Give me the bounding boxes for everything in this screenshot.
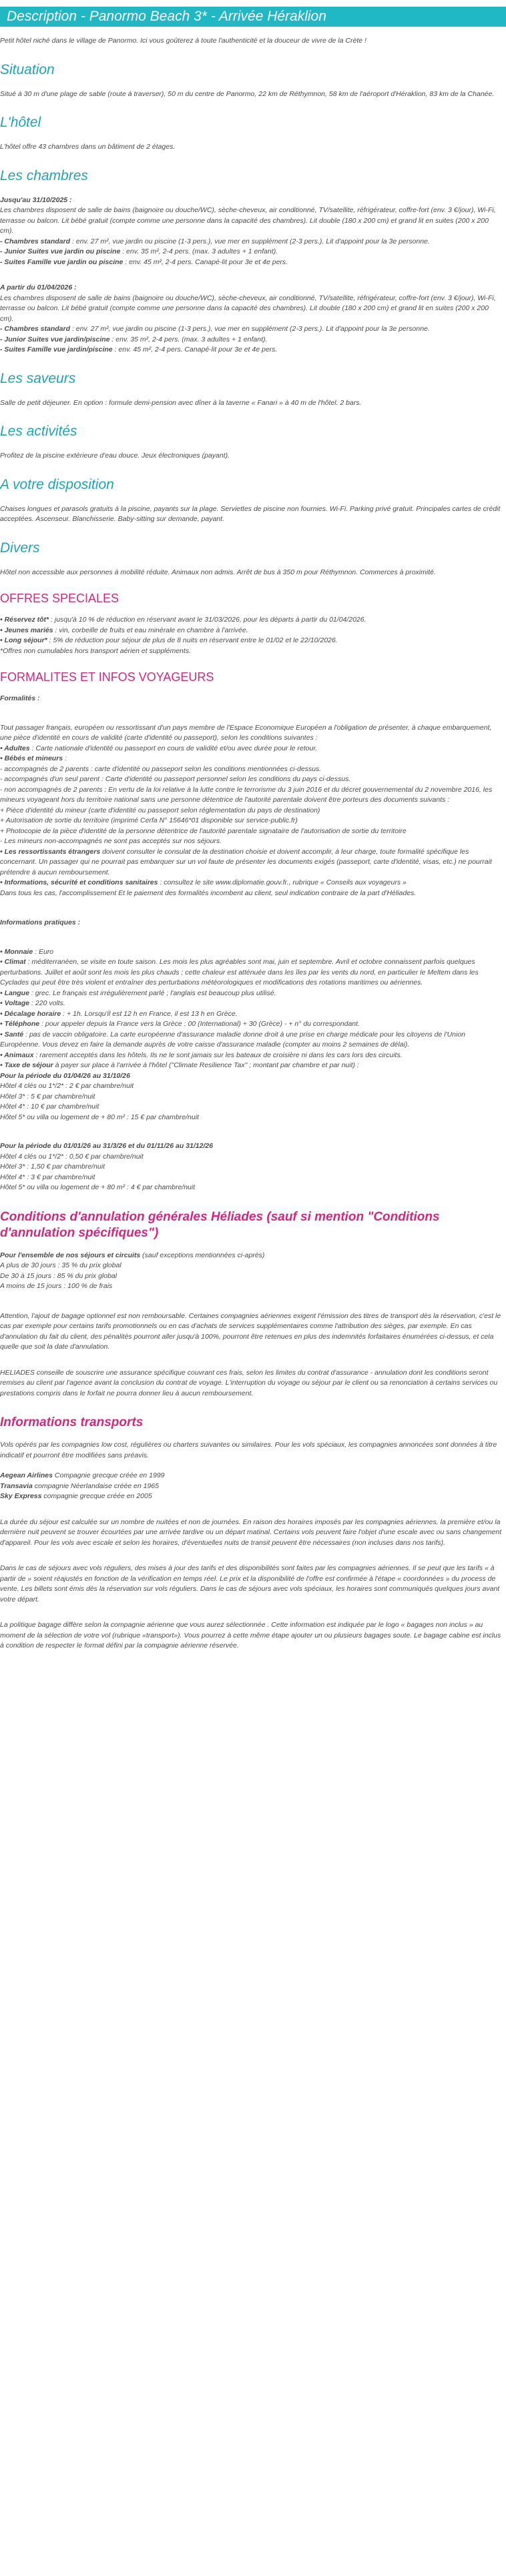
- taxe-line: Hôtel 4 clés ou 1*/2* : 0,50 € par chambre/nuit: [0, 1152, 144, 1161]
- conditions-lead: [0, 1251, 502, 1261]
- pratique-item: [0, 1061, 502, 1071]
- period-heading: A partir du 01/04/2026 :: [0, 283, 77, 291]
- pratique-text: : méditerranéen, se visite en toute saison. Les mois les plus agréables sont mai, juin et septembre. Avril et octobre connaissent parfois quelques perturbations. Juillet et août sont les mois les plus chauds ; cette chaleur est atténuée dans les îles par les vents du nord, en particulier le Meltem dans les Cyclades qui peut être très violent et entraîner des perturbations météorologiques et modifications des rotations maritimes ou aériennes.: [0, 958, 479, 987]
- airline-text: Compagnie grecque créée en 1999: [52, 1471, 165, 1479]
- disposition-text: Chaises longues et parasols gratuits à la piscine, payants sur la plage. Serviettes de piscine non fournies. Wi-Fi. Parking privé gratuit. Principales cartes de crédit acceptées. Ascenseur. Blanchisserie. Baby-sitting sur demande, payant.: [0, 504, 501, 523]
- chambres-period-1: [0, 195, 502, 268]
- formalites-label: • Informations, sécurité et conditions sanitaires: [0, 878, 158, 886]
- taxe-line: Hôtel 3* : 5 € par chambre/nuit: [0, 1092, 95, 1101]
- section-title-saveurs: Les saveurs: [0, 370, 76, 386]
- room-item: [0, 257, 502, 268]
- pratique-text: : 220 volts.: [29, 999, 65, 1007]
- formalites-intro: Tout passager français, européen ou ressortissant d'un pays membre de l'Espace Economique Européen a l'obligation de présenter, à chaque embarquement, une pièce d'identité en cours de validité (carte d'identité ou passeport), selon les conditions suivantes :: [0, 723, 492, 742]
- pratique-item: [0, 1009, 502, 1020]
- room-item: [0, 335, 502, 346]
- offer-label: • Jeunes mariés: [0, 626, 53, 634]
- offer-item: [0, 615, 502, 626]
- mineurs-line: - non accompagnés de 2 parents : En vertu de la loi relative à la lutte contre le terrorisme du 3 juin 2016 et du décret gouvernemental du 2 novembre 2016, les mineurs voyageant hors du territoire national sans une personne détentrice de l'autorité parentale doivent être porteurs des documents suivants :: [0, 785, 493, 804]
- formalites-label: • Bébés et mineurs: [0, 754, 63, 762]
- room-item-label: - Junior Suites vue jardin ou piscine: [0, 247, 121, 255]
- conditions-lead-text: (sauf exceptions mentionnées ci-après): [140, 1251, 265, 1259]
- activites-text: Profitez de la piscine extérieure d'eau douce. Jeux électroniques (payant).: [0, 452, 230, 460]
- airline-item: [0, 1471, 502, 1481]
- taxe-line: Hôtel 5* ou villa ou logement de + 80 m² : 4 € par chambre/nuit: [0, 1183, 196, 1191]
- mineurs-line: - accompagnés d'un seul parent : Carte d'identité ou passeport personnel selon les conditions du pays ci-dessus.: [0, 775, 351, 783]
- formalites-block: [0, 723, 502, 899]
- section-title-hotel: L'hôtel: [0, 115, 41, 130]
- conditions-line: A plus de 30 jours : 35 % du prix global: [0, 1261, 121, 1269]
- taxe-line: Hôtel 4* : 3 € par chambre/nuit: [0, 1173, 95, 1181]
- room-item-text: : env. 27 m², vue jardin ou piscine (1-3 pers.), vue mer en supplément (2-3 pers.). Lit d'appoint pour la 3e personne.: [70, 325, 430, 333]
- pratique-text: : grec. Le français est irrégulièrement parlé ; l'anglais est beaucoup plus utilisé.: [29, 989, 276, 997]
- taxe-line: Hôtel 5* ou villa ou logement de + 80 m² : 15 € par chambre/nuit: [0, 1113, 199, 1121]
- formalites-text: : Carte nationale d'identité ou passeport en cours de validité et/ou avec durée pour le retour.: [29, 744, 318, 752]
- pratique-item: [0, 1051, 502, 1061]
- room-item: [0, 237, 502, 247]
- transports-paragraph: La durée du séjour est calculée sur un nombre de nuitées et non de journées. En raison des horaires imposés par les compagnies aériennes, la première et/ou la dernière nuit peuvent se trouver écourtées par une arrivée tardive ou un départ matinal. Certains vols peuvent faire l'objet d'une escale avec ou sans changement d'appareil. Pour les vols avec escale et selon les horaires, d'éventuelles nuits de transit peuvent être nécessaires (non incluses dans nos tarifs).: [0, 1517, 502, 1547]
- formalites-text: : consultez le site www.diplomatie.gouv.fr., rubrique « Conseils aux voyageurs »: [158, 878, 407, 886]
- offer-text: : 5% de réduction pour séjour de plus de 8 nuits en réservant entre le 01/02 et le 22/10/2026.: [47, 636, 338, 644]
- pratique-label: • Décalage horaire: [0, 1009, 61, 1018]
- pratique-label: • Santé: [0, 1030, 24, 1039]
- conditions-lead-bold: Pour l'ensemble de nos séjours et circuits: [0, 1251, 141, 1259]
- conditions-block: [0, 1251, 502, 1292]
- formalites-label: • Adultes: [0, 744, 30, 752]
- section-title-conditions: Conditions d'annulation générales Héliades (sauf si mention "Conditions d'annulation spécifiques"): [0, 1209, 440, 1240]
- room-item-text: : env. 27 m², vue jardin ou piscine (1-3 pers.), vue mer en supplément (2-3 pers.). Lit d'appoint pour la 3e personne.: [70, 237, 430, 245]
- taxe-period-title: Pour la période du 01/01/26 au 31/3/26 et du 01/11/26 au 31/12/26: [0, 1142, 214, 1150]
- chambres-period-2: [0, 283, 502, 356]
- pratique-item: [0, 999, 502, 1009]
- formalites-extra: Dans tous les cas, l'accomplissement Et le paiement des formalités incombent au client, seul indication contraire de la part d'Héliades.: [0, 888, 417, 897]
- section-title-divers: Divers: [0, 540, 40, 556]
- transports-intro: Vols opérés par les compagnies low cost, régulières ou charters suivantes ou similaires. Pour les vols spéciaux, les compagnies annoncées sont données à titre indicatif et pourront être modifiées sans préavis.: [0, 1441, 497, 1459]
- formalites-item: [0, 878, 502, 888]
- pratique-text: : Euro: [33, 947, 54, 956]
- page-title: Description - Panormo Beach 3* - Arrivée Héraklion: [0, 7, 506, 27]
- pratique-item: [0, 1030, 502, 1051]
- pratique-text: : pas de vaccin obligatoire. La carte européenne d'assurance maladie donne droit à une prise en charge médicale pour les citoyens de l'Union Européenne. Vous devez en faire la demande auprès de votre caisse d'assurance maladie (compter au moins 2 semaines de délai).: [0, 1030, 466, 1049]
- pratique-text: : rarement acceptés dans les hôtels. Ils ne le sont jamais sur les bateaux de croisière ni dans les cars lors des circuits.: [33, 1051, 403, 1059]
- taxe-line: Hôtel 3* : 1,50 € par chambre/nuit: [0, 1163, 105, 1171]
- pratique-label: • Langue: [0, 989, 29, 997]
- conditions-line: De 30 à 15 jours : 85 % du prix global: [0, 1271, 117, 1280]
- pratique-label: • Animaux: [0, 1051, 34, 1059]
- transports-paragraph: Dans le cas de séjours avec vols réguliers, des mises à jour des tarifs et des disponibilités sont faites par les compagnies aériennes. Il se peut que les tarifs « à partir de » soient réajustés en fonction de la vérification en temps réel. Le prix et la disponibilité de l'offre est confirmée à l'étape « coordonnées » du process de vente. Les billets sont émis dès la réservation sur vols réguliers. Dans le cas de séjours avec vols spéciaux, les horaires sont communiqués quelques jours avant votre départ.: [0, 1564, 500, 1603]
- offer-item: [0, 626, 502, 636]
- offres-list: [0, 615, 502, 656]
- pratique-label: • Monnaie: [0, 947, 33, 956]
- airline-text: compagnie grecque créée en 2005: [41, 1492, 152, 1500]
- airline-text: compagnie Néerlandaise créée en 1965: [32, 1481, 159, 1490]
- conditions-paragraph: Attention, l'ajout de bagage optionnel est non remboursable. Certaines compagnies aériennes exigent l'émission des titres de transport dès la réservation, c'est le cas par exemple pour certains tarifs promotionnels ou en cas d'achats de services supplémentaires comme l'attribution des sièges, par exemple. En cas d'annulation du fait du client, des pénalités pourront aller jusqu'à 100%, pourront être retenues en plus des indemnités forfaitaires énumérées ci-dessus, et cela quelle que soit la date d'annulation.: [0, 1311, 501, 1351]
- room-item: [0, 345, 502, 356]
- description-content: [0, 27, 506, 1675]
- mineurs-line: - Les mineurs non-accompagnés ne sont pas acceptés sur nos séjours.: [0, 837, 222, 845]
- section-title-situation: Situation: [0, 61, 55, 77]
- period-text: Les chambres disposent de salle de bains (baignoire ou douche/WC), sèche-cheveux, air conditionné, TV/satellite, réfrigérateur, coffre-fort (env. 3 €/jour), Wi-Fi, terrasse ou balcon. Lit bébé gratuit (compte comme une personne dans la capacité des chambres). Lit double (180 x 200 cm) et grand lit en suites (200 x 200 cm).: [0, 293, 496, 323]
- divers-text: Hôtel non accessible aux personnes à mobilité réduite. Animaux non admis. Arrêt de bus à 350 m pour Réthymnon. Commerces à proximité.: [0, 568, 436, 576]
- mineurs-line: + Autorisation de sortie du territoire (imprimé Cerfa N° 15646*01 disponible sur service-public.fr): [0, 816, 298, 824]
- section-title-activites: Les activités: [0, 424, 77, 439]
- pratique-item: [0, 1019, 502, 1030]
- room-item-text: : env. 35 m², 2-4 pers. (max. 3 adultes + 1 enfant).: [120, 247, 278, 255]
- section-title-formalites: FORMALITES ET INFOS VOYAGEURS: [0, 670, 214, 684]
- airline-item: [0, 1481, 502, 1492]
- section-title-transports: Informations transports: [0, 1415, 144, 1429]
- pratique-item: [0, 989, 502, 999]
- taxe-line: Hôtel 4* : 10 € par chambre/nuit: [0, 1103, 99, 1111]
- room-item: [0, 324, 502, 335]
- hotel-text: L'hôtel offre 43 chambres dans un bâtiment de 2 étages.: [0, 143, 176, 151]
- mineurs-line: + Photocopie de la pièce d'identité de la personne détentrice de l'autorité parentale signataire de l'autorisation de sortie du territoire: [0, 826, 407, 835]
- pratique-item: [0, 947, 502, 958]
- offer-item: [0, 636, 502, 646]
- offer-text: : vin, corbeille de fruits et eau minérale en chambre à l'arrivée.: [53, 626, 248, 634]
- airline-item: [0, 1491, 502, 1502]
- room-item-text: : env. 45 m², 2-4 pers. Canapé-lit pour 3e et 4e pers.: [123, 257, 288, 266]
- pratiques-block: [0, 947, 502, 1193]
- situation-text: Situé à 30 m d'une plage de sable (route à traverser), 50 m du centre de Panormo, 22 km de Réthymnon, 58 km de l'aéroport d'Héraklion, 83 km de la Chanée.: [0, 89, 495, 98]
- formalites-item: [0, 847, 502, 878]
- pratique-text: : pour appeler depuis la France vers la Grèce : 00 (International) + 30 (Grèce) - + n° du correspondant.: [39, 1020, 360, 1028]
- formalites-label: • Les ressortissants étrangers: [0, 847, 101, 856]
- pratiques-title: Informations pratiques :: [0, 918, 81, 926]
- room-item-label: - Junior Suites vue jardin/piscine: [0, 335, 110, 344]
- period-heading: Jusqu'au 31/10/2025 :: [0, 195, 72, 204]
- room-item: [0, 247, 502, 257]
- taxe-period-title: Pour la période du 01/04/26 au 31/10/26: [0, 1071, 130, 1080]
- formalites-item: [0, 754, 502, 764]
- pratique-item: [0, 957, 502, 989]
- section-title-offres: OFFRES SPECIALES: [0, 592, 119, 605]
- pratique-label: • Voltage: [0, 999, 30, 1007]
- room-item-label: - Chambres standard: [0, 237, 71, 245]
- mineurs-line: + Pièce d'identité du mineur (carte d'identité ou passeport selon réglementation du pays de destination): [0, 806, 320, 814]
- transports-paragraph: La politique bagage diffère selon la compagnie aérienne que vous aurez sélectionnée . Cette information est indiquée par le logo « bagages non inclus » au moment de la sélection de votre vol (rubrique «transport»). Vous pourrez à cette même étape ajouter un ou plusieurs bagages soute. Le bagage cabine est inclus à condition de respecter le format défini par la compagnie aérienne réservée.: [0, 1621, 501, 1650]
- taxe-line: Hôtel 4 clés ou 1*/2* : 2 € par chambre/nuit: [0, 1082, 134, 1090]
- offer-note: *Offres non cumulables hors transport aérien et suppléments.: [0, 646, 191, 655]
- offer-label: • Long séjour*: [0, 636, 47, 644]
- room-item-text: : env. 35 m², 2-4 pers. (max. 3 adultes + 1 enfant).: [109, 335, 268, 344]
- intro-text: Petit hôtel niché dans le village de Panormo. Ici vous goûterez à toute l'authenticité et la douceur de vivre de la Crète !: [0, 37, 366, 45]
- airline-name: Transavia: [0, 1481, 33, 1490]
- airlines-list: [0, 1471, 502, 1502]
- period-text: Les chambres disposent de salle de bains (baignoire ou douche/WC), sèche-cheveux, air conditionné, TV/satellite, réfrigérateur, coffre-fort (env. 3 €/jour), Wi-Fi, terrasse ou balcon. Lit bébé gratuit (compte comme une personne dans la capacité des chambres). Lit double (180 x 200 cm) et grand lit en suites (200 x 200 cm).: [0, 206, 496, 235]
- offer-text: : jusqu'à 10 % de réduction en réservant avant le 31/03/2026, pour les départs à partir du 01/04/2026.: [49, 616, 366, 624]
- airline-name: Sky Express: [0, 1492, 42, 1500]
- section-title-chambres: Les chambres: [0, 167, 88, 183]
- room-item-label: - Chambres standard: [0, 325, 71, 333]
- pratique-label: • Taxe de séjour: [0, 1061, 53, 1069]
- formalites-text: doivent consulter le consulat de la destination choisie et doivent accomplir, à leur charge, toute formalité spécifique les concernant. Un passager qui ne pourrait pas embarquer sur un vol faute de présenter les documents exigés (passeport, carte d'identité, visas, etc.) ne pourrait prétendre à aucun remboursement.: [0, 847, 492, 876]
- formalites-text: :: [63, 754, 67, 762]
- pratique-label: • Téléphone: [0, 1020, 40, 1028]
- pratique-text: : + 1h. Lorsqu'il est 12 h en France, il est 13 h en Grèce.: [61, 1009, 238, 1018]
- pratique-label: • Climat: [0, 958, 26, 966]
- section-title-disposition: A votre disposition: [0, 476, 114, 492]
- formalites-subtitle: Formalités :: [0, 694, 40, 702]
- conditions-line: A moins de 15 jours : 100 % de frais: [0, 1282, 113, 1290]
- formalites-item: [0, 744, 502, 754]
- pratique-text: à payer sur place à l'arrivée à l'hôtel ("Climate Resilience Tax" ; montant par chambre et par nuit) :: [53, 1061, 359, 1069]
- mineurs-line: - accompagnés de 2 parents : carte d'identité ou passeport selon les conditions mentionnées ci-dessus.: [0, 764, 322, 773]
- saveurs-text: Salle de petit déjeuner. En option : formule demi-pension avec dîner à la taverne « Fanari » à 40 m de l'hôtel. 2 bars.: [0, 398, 362, 407]
- airline-name: Aegean Airlines: [0, 1471, 53, 1479]
- conditions-paragraph: HELIADES conseille de souscrire une assurance spécifique couvrant ces frais, selon les limites du contrat d'assurance - annulation dont les conditions seront remises au client par l'agence avant la conclusion du contrat de voyage. L'interruption du voyage ou séjour par le client ou sa renonciation à certains services ou prestations compris dans le forfait ne pourra donner lieu à aucun remboursement.: [0, 1368, 498, 1397]
- offer-label: • Réservez tôt*: [0, 616, 49, 624]
- room-item-label: - Suites Famille vue jardin ou piscine: [0, 257, 123, 266]
- room-item-text: : env. 45 m², 2-4 pers. Canapé-lit pour 3e et 4e pers.: [112, 346, 278, 354]
- room-item-label: - Suites Famille vue jardin/piscine: [0, 346, 113, 354]
